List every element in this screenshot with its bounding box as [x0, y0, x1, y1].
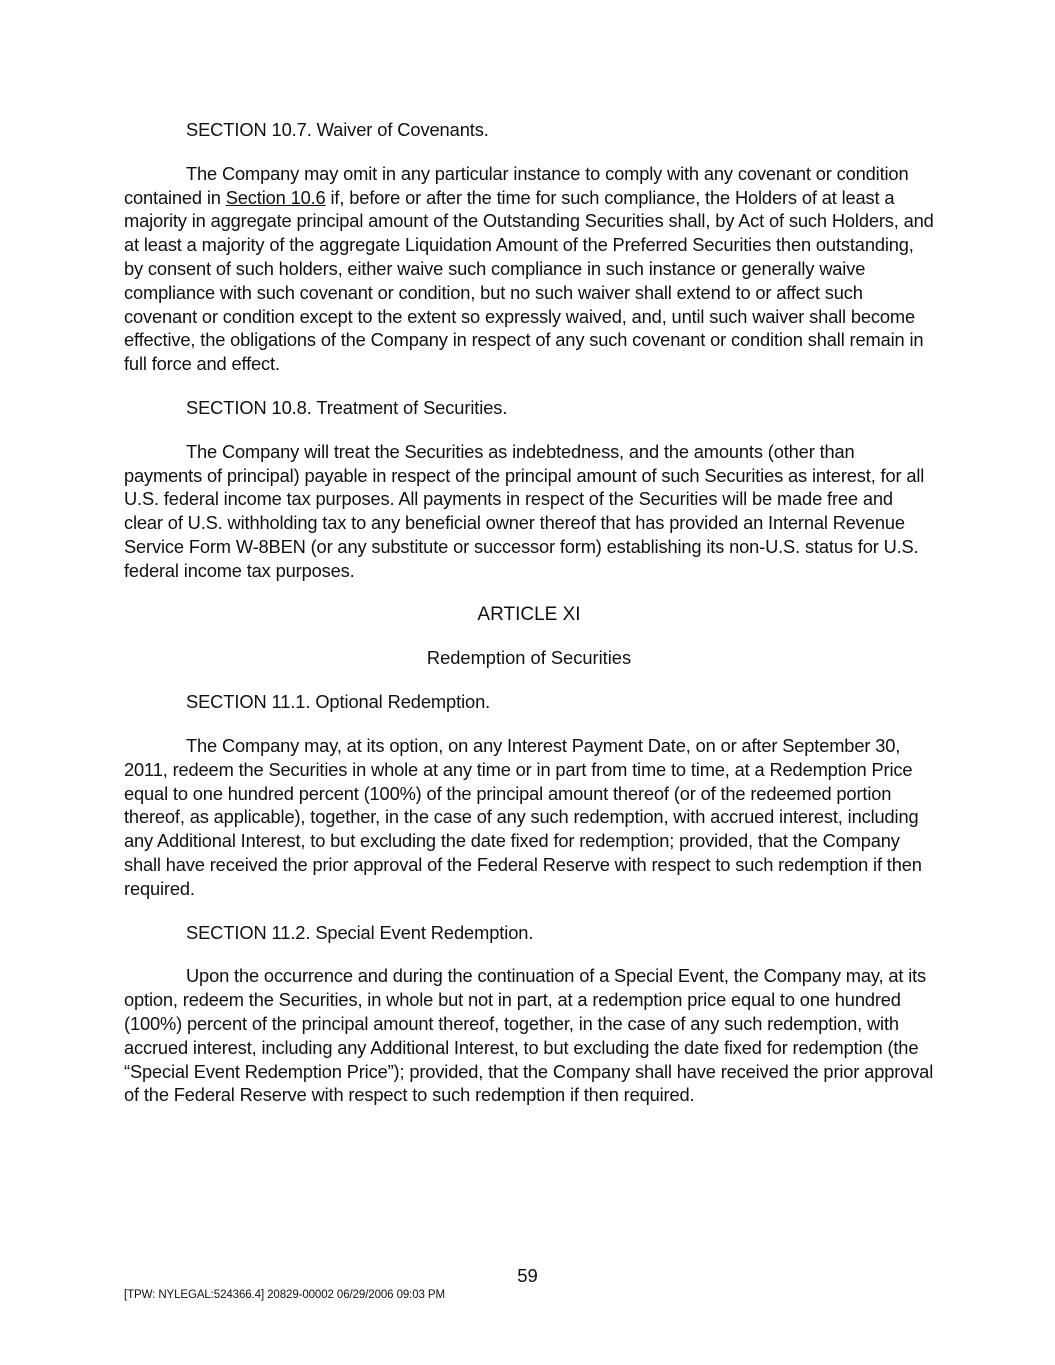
section-10-7-heading: SECTION 10.7. Waiver of Covenants.	[186, 119, 489, 140]
article-subtitle: Redemption of Securities	[426, 647, 632, 669]
section-10-8-heading: SECTION 10.8. Treatment of Securities.	[186, 396, 508, 418]
body-text-start: The Company may omit in any particular instance to comply with any covenant or condition contained in	[124, 162, 909, 208]
section-10-6-reference: Section 10.6	[225, 186, 326, 208]
section-10-7-body	[124, 162, 934, 376]
document-page	[124, 118, 934, 1127]
document-footer: [TPW: NYLEGAL:524366.4] 20829-00002 06/29/2006 09:03 PM	[124, 1289, 445, 1301]
section-11-2-body: Upon the occurrence and during the continuation of a Special Event, the Company may, at its option, redeem the Securities, in whole but not in part, at a redemption price equal to one hundred (100%) percent of the principal amount thereof, together, in the case of any such redemption, with accrued interest, including any Additional Interest, to but excluding the date fixed for redemption (the “Special Event Redemption Price”); provided, that the Company shall have received the prior approval of the Federal Reserve with respect to such redemption if then required.	[124, 965, 934, 1106]
section-11-1-heading: SECTION 11.1. Optional Redemption.	[186, 691, 491, 713]
section-10-8-body: The Company will treat the Securities as indebtedness, and the amounts (other than payments of principal) payable in respect of the principal amount of such Securities as interest, for all U.S. federal income tax purposes. All payments in respect of the Securities will be made free and clear of U.S. withholding tax to any beneficial owner thereof that has provided an Internal Revenue Service Form W-8BEN (or any substitute or successor form) establishing its non-U.S. status for U.S. federal income tax purposes.	[124, 440, 925, 581]
section-11-1-body: The Company may, at its option, on any Interest Payment Date, on or after September 30, 2011, redeem the Securities in whole at any time or in part from time to time, at a Redemption Price equal to one hundred percent (100%) of the principal amount thereof (or of the redeemed portion thereof, as applicable), together, in the case of any such redemption, with accrued interest, including any Additional Interest, to but excluding the date fixed for redemption; provided, that the Company shall have received the prior approval of the Federal Reserve with respect to such redemption if then required.	[124, 734, 922, 899]
body-text-end: if, before or after the time for such compliance, the Holders of at least a majority in aggregate principal amount of the Outstanding Securities shall, by Act of such Holders, and at least a majority of the aggregate Liquidation Amount of the Preferred Securities then outstanding, by consent of such holders, either waive such compliance in such instance or generally waive compliance with such covenant or condition, but no such waiver shall extend to or affect such covenant or condition except to the extent so expressly waived, and, until such waiver shall become effective, the obligations of the Company in respect of any such covenant or condition shall remain in full force and effect.	[124, 186, 934, 375]
page-number: 59	[517, 1265, 538, 1286]
section-11-2-heading: SECTION 11.2. Special Event Redemption.	[186, 921, 534, 943]
article-title: ARTICLE XI	[477, 603, 581, 625]
